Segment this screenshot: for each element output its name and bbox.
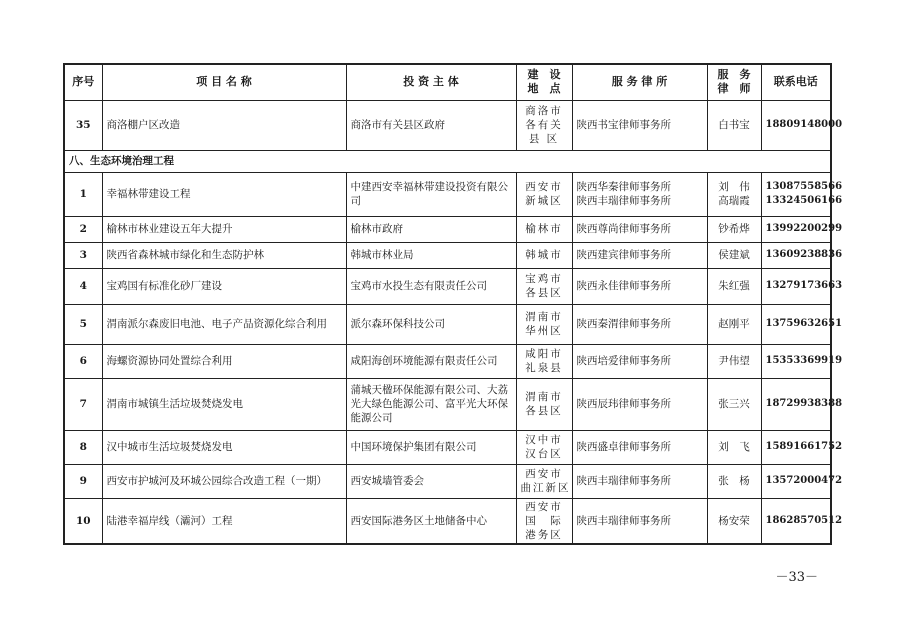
header-project: 项 目 名 称 [102, 64, 346, 100]
page-number: －33－ [775, 570, 818, 585]
row-project: 西安市护城河及环城公园综合改造工程（一期） [102, 464, 346, 498]
row-project: 陕西省森林城市绿化和生态防护林 [102, 242, 346, 268]
table-row [64, 216, 831, 242]
row-index: 5 [64, 304, 102, 344]
table-row [64, 304, 831, 344]
row-index: 10 [64, 498, 102, 544]
table-row [64, 498, 831, 544]
row-project: 幸福林带建设工程 [102, 172, 346, 216]
row-investor: 榆林市政府 [346, 216, 516, 242]
table-row [64, 430, 831, 464]
table-row [64, 268, 831, 304]
row-phone: 18729938388 [761, 378, 831, 430]
header-index: 序号 [64, 64, 102, 100]
row-law-firm: 陕西秦渭律师事务所 [572, 304, 707, 344]
header-location: 建 设 地 点 [516, 64, 572, 100]
table-row [64, 344, 831, 378]
row-investor: 韩城市林业局 [346, 242, 516, 268]
row-law-firm: 陕西永佳律师事务所 [572, 268, 707, 304]
row-location: 渭南市 华州区 [516, 304, 572, 344]
row-lawyer: 赵刚平 [707, 304, 761, 344]
row-lawyer: 张 杨 [707, 464, 761, 498]
row-lawyer: 刘 飞 [707, 430, 761, 464]
row-location: 榆林市 [516, 216, 572, 242]
row-index: 35 [64, 100, 102, 150]
row-law-firm: 陕西尊尚律师事务所 [572, 216, 707, 242]
row-project: 榆林市林业建设五年大提升 [102, 216, 346, 242]
row-lawyer: 杨安荣 [707, 498, 761, 544]
table-row [64, 242, 831, 268]
row-lawyer: 钞希烨 [707, 216, 761, 242]
row-index: 3 [64, 242, 102, 268]
row-location: 西安市 曲江新区 [516, 464, 572, 498]
row-law-firm: 陕西辰玮律师事务所 [572, 378, 707, 430]
section-row [64, 150, 831, 172]
row-index: 1 [64, 172, 102, 216]
row-location: 西安市 新城区 [516, 172, 572, 216]
row-location: 西安市 国 际 港务区 [516, 498, 572, 544]
row-location: 汉中市 汉台区 [516, 430, 572, 464]
row-project: 海螺资源协同处置综合利用 [102, 344, 346, 378]
row-law-firm: 陕西丰瑞律师事务所 [572, 464, 707, 498]
table-row [64, 100, 831, 150]
row-investor: 西安城墙管委会 [346, 464, 516, 498]
header-row [64, 64, 831, 100]
row-project: 汉中城市生活垃圾焚烧发电 [102, 430, 346, 464]
row-lawyer: 张三兴 [707, 378, 761, 430]
row-investor: 中建西安幸福林带建设投资有限公司 [346, 172, 516, 216]
header-law-firm: 服 务 律 所 [572, 64, 707, 100]
row-location: 韩城市 [516, 242, 572, 268]
row-investor: 宝鸡市水投生态有限责任公司 [346, 268, 516, 304]
row-location: 商洛市 各有关 县 区 [516, 100, 572, 150]
row-law-firm: 陕西培爱律师事务所 [572, 344, 707, 378]
table-row [64, 172, 831, 216]
row-index: 6 [64, 344, 102, 378]
row-location: 渭南市 各县区 [516, 378, 572, 430]
row-law-firm: 陕西丰瑞律师事务所 [572, 498, 707, 544]
row-investor: 商洛市有关县区政府 [346, 100, 516, 150]
row-phone: 15353369919 [761, 344, 831, 378]
row-index: 4 [64, 268, 102, 304]
row-index: 8 [64, 430, 102, 464]
row-phone: 13087558566 13324506166 [761, 172, 831, 216]
row-law-firm: 陕西建宾律师事务所 [572, 242, 707, 268]
row-lawyer: 侯建斌 [707, 242, 761, 268]
row-lawyer: 刘 伟 高瑞霞 [707, 172, 761, 216]
row-location: 宝鸡市 各县区 [516, 268, 572, 304]
row-phone: 13279173663 [761, 268, 831, 304]
projects-table [63, 63, 843, 545]
row-project: 渭南市城镇生活垃圾焚烧发电 [102, 378, 346, 430]
row-phone: 13609238836 [761, 242, 831, 268]
row-lawyer: 尹伟望 [707, 344, 761, 378]
row-location: 咸阳市 礼泉县 [516, 344, 572, 378]
row-phone: 15891661752 [761, 430, 831, 464]
row-investor: 西安国际港务区土地储备中心 [346, 498, 516, 544]
header-lawyer: 服 务 律 师 [707, 64, 761, 100]
row-law-firm: 陕西盛卓律师事务所 [572, 430, 707, 464]
row-lawyer: 白书宝 [707, 100, 761, 150]
row-investor: 蒲城天楹环保能源有限公司、大荔光大绿色能源公司、富平光大环保能源公司 [346, 378, 516, 430]
table-row [64, 378, 831, 430]
row-phone: 18628570512 [761, 498, 831, 544]
row-phone: 13572000472 [761, 464, 831, 498]
row-lawyer: 朱红强 [707, 268, 761, 304]
row-project: 陆港幸福岸线（灞河）工程 [102, 498, 346, 544]
row-phone: 18809148000 [761, 100, 831, 150]
row-index: 9 [64, 464, 102, 498]
table-row [64, 464, 831, 498]
row-investor: 中国环境保护集团有限公司 [346, 430, 516, 464]
row-phone: 13759632651 [761, 304, 831, 344]
row-investor: 派尔森环保科技公司 [346, 304, 516, 344]
row-phone: 13992200299 [761, 216, 831, 242]
row-law-firm: 陕西书宝律师事务所 [572, 100, 707, 150]
row-index: 7 [64, 378, 102, 430]
row-project: 宝鸡国有标准化砂厂建设 [102, 268, 346, 304]
row-project: 渭南派尔森废旧电池、电子产品资源化综合利用 [102, 304, 346, 344]
header-phone: 联系电话 [761, 64, 831, 100]
section-title: 八、生态环境治理工程 [64, 150, 831, 172]
row-index: 2 [64, 216, 102, 242]
row-law-firm: 陕西华秦律师事务所 陕西丰瑞律师事务所 [572, 172, 707, 216]
header-investor: 投 资 主 体 [346, 64, 516, 100]
row-investor: 咸阳海创环境能源有限责任公司 [346, 344, 516, 378]
row-project: 商洛棚户区改造 [102, 100, 346, 150]
